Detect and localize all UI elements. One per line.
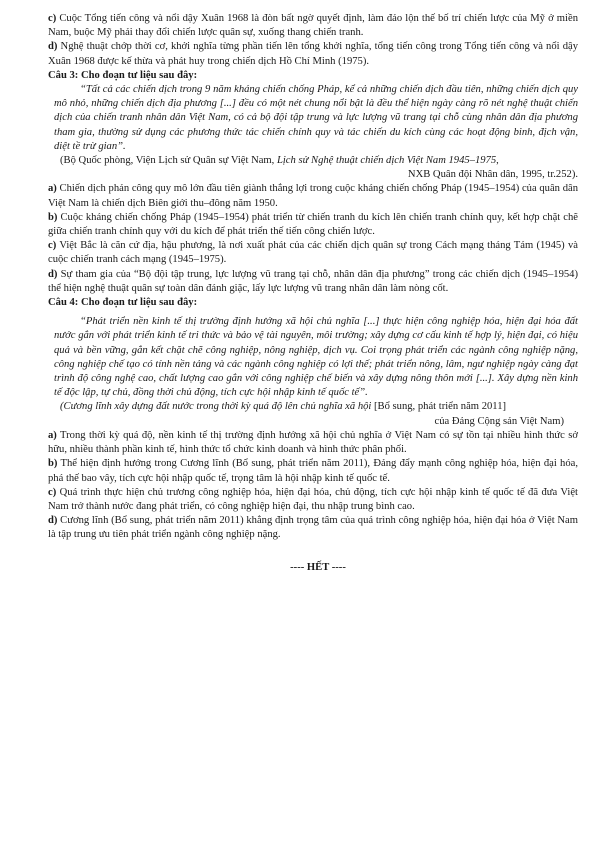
statement-letter: d) bbox=[48, 515, 58, 527]
source-suffix: , bbox=[496, 155, 499, 167]
statement-letter: b) bbox=[48, 211, 58, 223]
q3-statement-b bbox=[48, 211, 578, 239]
exam-page bbox=[48, 12, 578, 575]
q2-statement-c bbox=[48, 12, 578, 40]
statement-text: Cuộc Tổng tiến công và nổi dậy Xuân 1968 là đòn bất ngờ quyết định, làm đảo lộn thế bố trí chiến lược của Mỹ ở miền Nam, buộc Mỹ phải thay đổi chiến lược quân sự, xuống thang chiến tranh. bbox=[48, 13, 578, 39]
source-title: Lịch sử Nghệ thuật chiến dịch Việt Nam 1945–1975 bbox=[276, 155, 497, 167]
q3-statement-a bbox=[48, 182, 578, 210]
statement-letter: a) bbox=[48, 429, 57, 441]
statement-text: Chiến dịch phản công quy mô lớn đầu tiên giành thắng lợi trong cuộc kháng chiến chống Pháp (1945–1954) của quân dân Việt Nam là chiến dịch Biên giới thu–đông năm 1950. bbox=[48, 183, 578, 209]
statement-letter: d) bbox=[48, 268, 58, 280]
q4-statement-c bbox=[48, 486, 578, 514]
source-suffix: [Bổ sung, phát triển năm 2011] bbox=[371, 401, 507, 413]
source-title: (Cương lĩnh xây dựng đất nước trong thời kỳ quá độ lên chủ nghĩa xã hội bbox=[60, 401, 372, 413]
q4-statement-a bbox=[48, 429, 578, 457]
statement-text: Cương lĩnh (Bổ sung, phát triển năm 2011) khẳng định trọng tâm của quá trình công nghiệp hóa, hiện đại hóa ở Việt Nam là tập trung ưu tiên phát triển ngành công nghiệp nặng. bbox=[48, 515, 578, 541]
statement-text: Trong thời kỳ quá độ, nền kinh tế thị trường định hướng xã hội chủ nghĩa ở Việt Nam có sự tồn tại nhiều hình thức sở hữu, nhiều thành phần kinh tế, hình thức tổ chức kinh doanh và hình thức phân phối. bbox=[48, 429, 578, 456]
source-prefix: (Bộ Quốc phòng, Viện Lịch sử Quân sự Việt Nam, bbox=[60, 155, 277, 167]
statement-text: Việt Bắc là căn cứ địa, hậu phương, là nơi xuất phát của các chiến dịch quân sự trong Cách mạng tháng Tám (1945) và cuộc chiến tranh cách mạng (1945–1975). bbox=[48, 240, 578, 266]
q4-statement-d bbox=[48, 514, 578, 542]
statement-letter: b) bbox=[48, 458, 58, 470]
q2-statement-d bbox=[48, 40, 578, 68]
q3-statement-c bbox=[48, 239, 578, 267]
statement-letter: a) bbox=[48, 183, 57, 195]
statement-text: Nghệ thuật chớp thời cơ, khởi nghĩa từng phần tiến lên tổng khởi nghĩa, tổng tiến công trong Tổng tiến công và nổi dậy Xuân 1968 được kế thừa và phát huy trong chiến dịch Hồ Chí Minh (1975). bbox=[48, 41, 578, 67]
statement-letter: c) bbox=[48, 13, 57, 24]
end-mark: ---- HẾT ---- bbox=[290, 561, 346, 573]
statement-text: Sự tham gia của “Bộ đội tập trung, lực lượng vũ trang tại chỗ, nhân dân địa phương” trong các chiến dịch (1945–1954) thể hiện nghệ thuật quân sự toàn dân đánh giặc, lấy lực lượng vũ trang nhân dân làm nòng cốt. bbox=[48, 268, 578, 294]
q4-statement-b bbox=[48, 457, 578, 485]
question-3-heading: Câu 3: Cho đoạn tư liệu sau đây: bbox=[48, 69, 198, 81]
question-3-source bbox=[48, 154, 578, 168]
question-4-heading: Câu 4: Cho đoạn tư liệu sau đây: bbox=[48, 297, 198, 309]
statement-letter: c) bbox=[48, 486, 57, 498]
question-4-source bbox=[48, 400, 578, 414]
question-3-source-publisher: NXB Quân đội Nhân dân, 1995, tr.252). bbox=[407, 169, 578, 181]
spacer bbox=[48, 543, 578, 551]
q3-statement-d bbox=[48, 268, 578, 296]
statement-text: Quá trình thực hiện chủ trương công nghiệp hóa, hiện đại hóa, chủ động, tích cực hội nhập kinh tế quốc tế đã đưa Việt Nam trở thành nước đang phát triển, có công nghiệp hiện đại, thu nhập trung bình cao. bbox=[48, 486, 578, 512]
question-4-source-author: của Đảng Cộng sản Việt Nam) bbox=[434, 415, 564, 427]
statement-letter: d) bbox=[48, 41, 58, 53]
statement-text: Cuộc kháng chiến chống Pháp (1945–1954) phát triển từ chiến tranh du kích lên chiến tranh chính quy, kết hợp chặt chẽ giữa chiến tranh chính quy với du kích để phát triển thế tiến công chiến lược. bbox=[48, 211, 578, 238]
statement-letter: c) bbox=[48, 240, 57, 252]
statement-text: Thể hiện định hướng trong Cương lĩnh (Bổ sung, phát triển năm 2011), Đảng đẩy mạnh công nghiệp hóa, hiện đại hóa, phá thế bao vây, tích cực hội nhập quốc tế, trọng tâm là hội nhập kinh tế quốc tế. bbox=[48, 458, 578, 484]
question-4-quote: “Phát triển nền kinh tế thị trường định hướng xã hội chủ nghĩa [...] thực hiện công nghiệp hóa, hiện đại hóa đất nước gắn với phát triển kinh tế tri thức và bảo vệ tài nguyên, môi trường; xây dựng cơ cấu kinh tế hợp lý, hiện đại, có hiệu quả và bền vững, gắn kết chặt chẽ công nghiệp, nông nghiệp, dịch vụ. Coi trọng phát triển các ngành công nghiệp nặng, công nghiệp chế tạo có tính nền tảng và các ngành công nghiệp có lợi thế; phát triển nông, lâm, ngư nghiệp ngày càng đạt trình độ công nghệ cao, chất lượng cao gắn với công nghiệp chế biến và xây dựng nông thôn mới [...]. Xây dựng nền kinh tế độc lập, tự chủ, đồng thời chủ động, tích cực hội nhập kinh tế quốc tế”. bbox=[54, 316, 578, 399]
question-3-quote: “Tất cả các chiến dịch trong 9 năm kháng chiến chống Pháp, kể cả những chiến dịch đầu tiên, những chiến dịch quy mô nhỏ, những chiến dịch địa phương [...] đều có một nét chung nổi bật là đều thể hiện ngày càng rõ nét nghệ thuật chiến dịch của chiến tranh nhân dân Việt Nam, có cả bộ đội tập trung và lực lượng vũ trang tại chỗ cùng nhân dân địa phương tham gia, thường sử dụng các phương thức tác chiến chính quy và tác chiến du kích cùng các hoạt động binh, địch vận, diệt tề trừ gian”. bbox=[54, 84, 578, 152]
